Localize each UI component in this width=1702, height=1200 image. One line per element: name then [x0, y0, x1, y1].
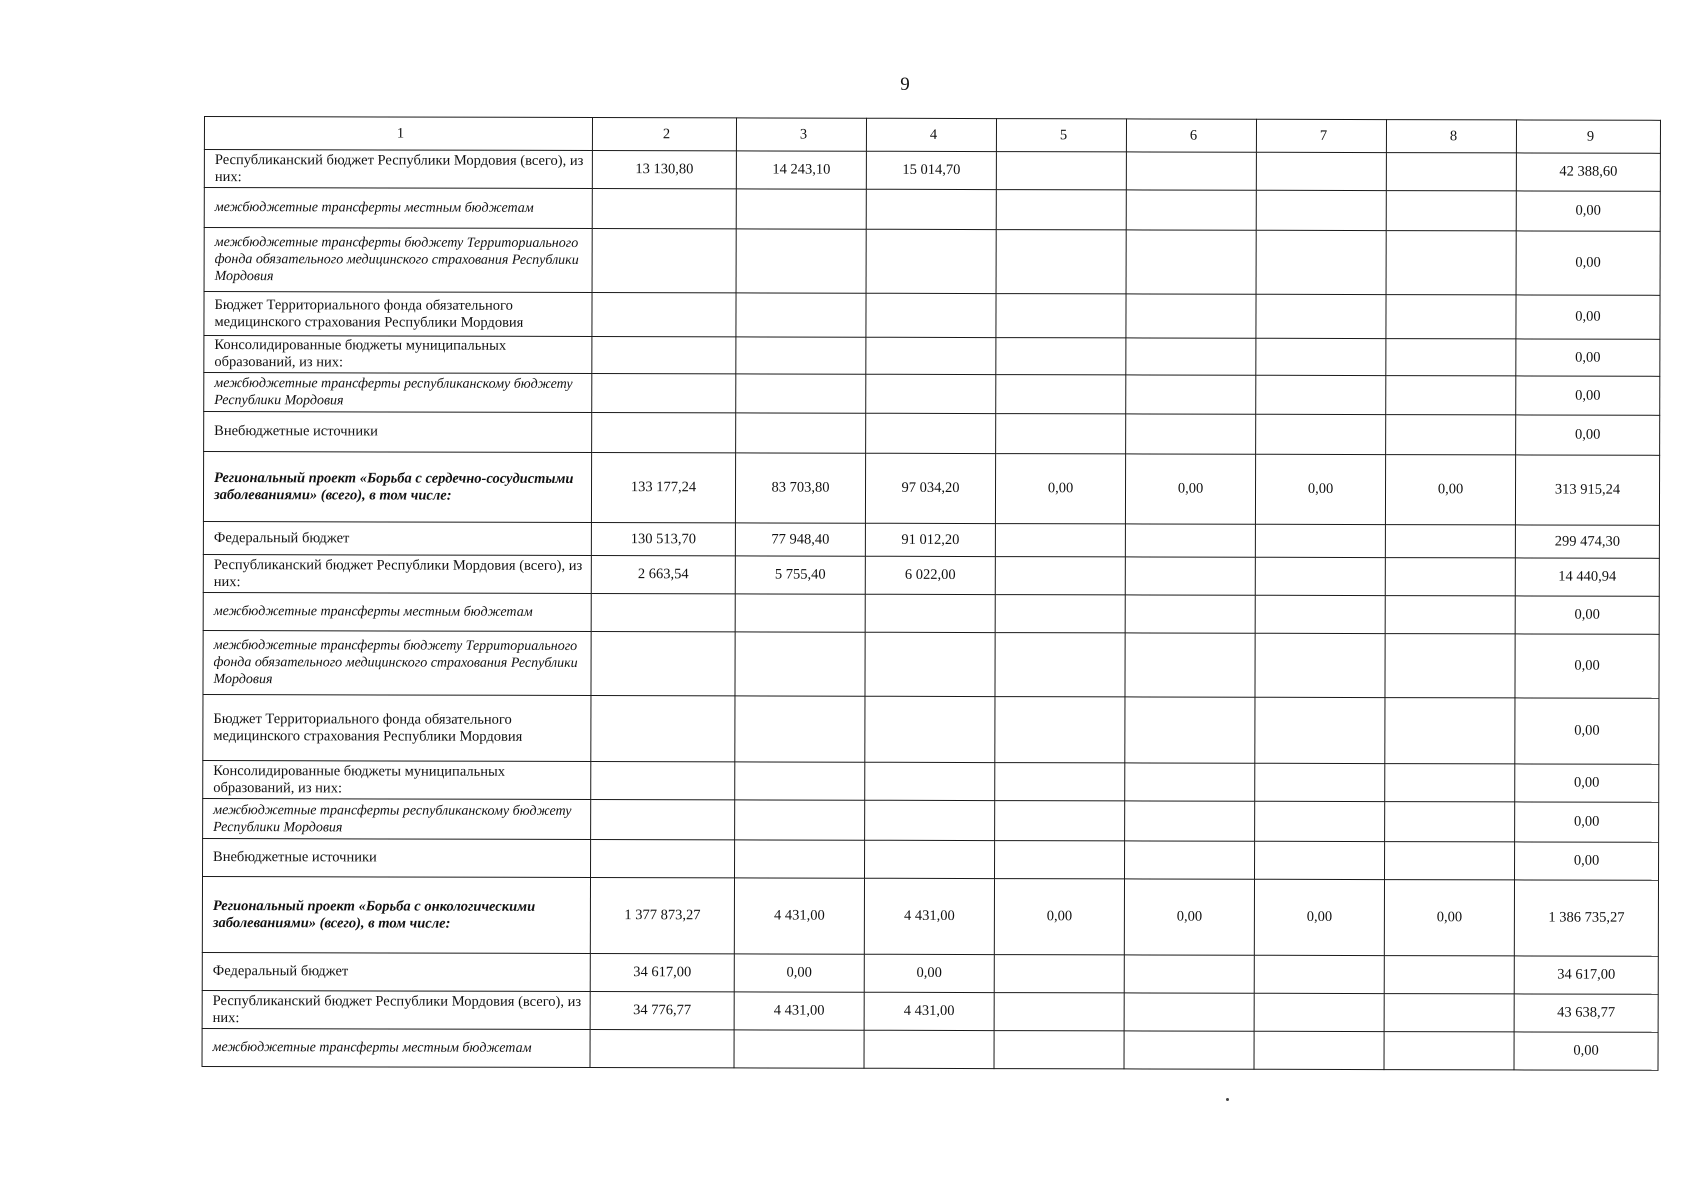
- value-cell-col-9: 0,00: [1515, 596, 1659, 634]
- value-cell-col-4: 15 014,70: [866, 151, 996, 189]
- value-cell-col-4: [866, 293, 996, 337]
- value-cell-col-5: [995, 801, 1125, 841]
- value-cell-col-2: [591, 840, 735, 878]
- row-label: межбюджетные трансферты местным бюджетам: [203, 592, 591, 631]
- value-cell-col-2: [592, 413, 736, 453]
- value-cell-col-7: [1255, 524, 1385, 557]
- value-cell-col-9: 34 617,00: [1514, 956, 1658, 994]
- value-cell-col-6: [1125, 633, 1255, 697]
- value-cell-col-4: 97 034,20: [865, 453, 995, 523]
- value-cell-col-3: 14 243,10: [736, 151, 866, 189]
- value-cell-col-3: [736, 413, 866, 453]
- value-cell-col-6: [1126, 190, 1256, 230]
- table-row: [204, 228, 1660, 296]
- stray-mark: [1226, 1098, 1229, 1101]
- value-cell-col-2: 2 663,54: [591, 556, 735, 594]
- value-cell-col-2: 34 776,77: [590, 992, 734, 1030]
- value-cell-col-7: [1255, 697, 1385, 763]
- row-label: Консолидированные бюджеты муниципальных образований, из них:: [203, 760, 591, 799]
- value-cell-col-3: 77 948,40: [735, 523, 865, 556]
- value-cell-col-5: [995, 841, 1125, 879]
- value-cell-col-7: [1256, 414, 1386, 454]
- row-label: Внебюджетные источники: [204, 412, 592, 453]
- value-cell-col-5: [995, 697, 1125, 763]
- value-cell-col-6: [1126, 338, 1256, 375]
- table-row: [204, 292, 1660, 340]
- column-header-5: 5: [996, 119, 1126, 152]
- value-cell-col-7: [1255, 801, 1385, 841]
- column-header-7: 7: [1256, 119, 1386, 152]
- row-label: Федеральный бюджет: [202, 952, 590, 991]
- row-label: Внебюджетные источники: [203, 838, 591, 877]
- table-body: [202, 150, 1660, 1071]
- value-cell-col-5: [996, 414, 1126, 454]
- value-cell-col-9: 0,00: [1516, 415, 1660, 455]
- page-number: 9: [900, 74, 910, 95]
- value-cell-col-7: [1255, 841, 1385, 879]
- value-cell-col-4: [866, 413, 996, 453]
- value-cell-col-5: [994, 993, 1124, 1031]
- value-cell-col-3: [735, 594, 865, 632]
- value-cell-col-7: [1256, 338, 1386, 375]
- value-cell-col-9: 42 388,60: [1516, 153, 1660, 191]
- column-header-6: 6: [1126, 119, 1256, 152]
- value-cell-col-7: [1256, 230, 1386, 294]
- value-cell-col-2: [592, 374, 736, 413]
- value-cell-col-5: [996, 190, 1126, 230]
- value-cell-col-8: [1386, 376, 1516, 415]
- value-cell-col-7: [1255, 557, 1385, 595]
- value-cell-col-3: 4 431,00: [734, 992, 864, 1030]
- table-row: [203, 630, 1659, 698]
- value-cell-col-9: 0,00: [1516, 295, 1660, 339]
- value-cell-col-6: [1126, 375, 1256, 414]
- table-row: [204, 150, 1660, 192]
- row-label: Республиканский бюджет Республики Мордовия (всего), из них:: [202, 990, 590, 1029]
- table-row: [204, 412, 1660, 456]
- row-label: Региональный проект «Борьба с сердечно-сосудистыми заболеваниями» (всего), в том числе:: [203, 452, 591, 523]
- value-cell-col-9: 0,00: [1515, 764, 1659, 802]
- row-label: Бюджет Территориального фонда обязательного медицинского страхования Республики Мордовия: [203, 694, 591, 761]
- value-cell-col-5: [996, 338, 1126, 375]
- value-cell-col-6: [1126, 414, 1256, 454]
- value-cell-col-5: [996, 152, 1126, 190]
- value-cell-col-6: [1126, 294, 1256, 338]
- value-cell-col-5: [994, 1031, 1124, 1069]
- value-cell-col-2: [591, 800, 735, 840]
- value-cell-col-5: [996, 230, 1126, 294]
- value-cell-col-2: [592, 229, 736, 293]
- table-row: [203, 592, 1659, 634]
- value-cell-col-6: [1126, 230, 1256, 294]
- value-cell-col-3: [734, 1030, 864, 1068]
- value-cell-col-7: [1255, 595, 1385, 633]
- value-cell-col-3: [736, 337, 866, 374]
- value-cell-col-7: [1255, 763, 1385, 801]
- value-cell-col-5: [996, 294, 1126, 338]
- value-cell-col-5: [995, 763, 1125, 801]
- value-cell-col-2: 133 177,24: [591, 453, 735, 523]
- value-cell-col-8: [1385, 764, 1515, 802]
- value-cell-col-4: [864, 1030, 994, 1068]
- value-cell-col-2: [592, 293, 736, 337]
- value-cell-col-5: [995, 557, 1125, 595]
- table-row: [203, 798, 1659, 842]
- value-cell-col-4: [866, 374, 996, 413]
- value-cell-col-7: 0,00: [1254, 879, 1384, 955]
- table-row: [202, 1028, 1658, 1070]
- value-cell-col-4: [866, 337, 996, 374]
- value-cell-col-7: [1256, 190, 1386, 230]
- value-cell-col-3: [736, 229, 866, 293]
- budget-table: [202, 116, 1661, 1071]
- value-cell-col-9: 0,00: [1514, 1032, 1658, 1070]
- value-cell-col-8: [1386, 339, 1516, 376]
- value-cell-col-3: [735, 762, 865, 800]
- value-cell-col-2: [592, 189, 736, 229]
- column-header-4: 4: [866, 118, 996, 151]
- column-header-1: 1: [204, 117, 592, 151]
- value-cell-col-7: [1255, 633, 1385, 697]
- row-label: Республиканский бюджет Республики Мордовия (всего), из них:: [203, 554, 591, 593]
- value-cell-col-9: 14 440,94: [1515, 558, 1659, 596]
- value-cell-col-3: 4 431,00: [734, 878, 864, 954]
- column-header-3: 3: [736, 118, 866, 151]
- value-cell-col-6: [1125, 763, 1255, 801]
- value-cell-col-8: [1386, 191, 1516, 231]
- value-cell-col-8: [1384, 1032, 1514, 1070]
- value-cell-col-9: 0,00: [1515, 698, 1659, 764]
- row-label: межбюджетные трансферты бюджету Территориального фонда обязательного медицинского страхования Республики Мордовия: [203, 630, 591, 695]
- table-row: [203, 452, 1659, 526]
- value-cell-col-5: [995, 595, 1125, 633]
- value-cell-col-6: [1124, 955, 1254, 993]
- table-row: [203, 838, 1659, 880]
- table-row: [202, 990, 1658, 1032]
- value-cell-col-8: [1386, 415, 1516, 455]
- value-cell-col-9: 313 915,24: [1515, 455, 1659, 525]
- value-cell-col-9: 0,00: [1515, 802, 1659, 842]
- value-cell-col-5: 0,00: [995, 454, 1125, 524]
- value-cell-col-8: [1384, 994, 1514, 1032]
- row-label: межбюджетные трансферты республиканскому бюджету Республики Мордовия: [203, 798, 591, 839]
- value-cell-col-7: [1256, 294, 1386, 338]
- value-cell-col-4: 0,00: [864, 954, 994, 992]
- value-cell-col-3: 83 703,80: [735, 453, 865, 523]
- value-cell-col-5: [995, 524, 1125, 557]
- value-cell-col-3: [736, 189, 866, 229]
- value-cell-col-8: [1385, 842, 1515, 880]
- value-cell-col-8: [1386, 295, 1516, 339]
- value-cell-col-7: [1254, 1031, 1384, 1069]
- table-row: [204, 373, 1660, 416]
- table-row: [204, 336, 1660, 377]
- value-cell-col-2: 34 617,00: [590, 954, 734, 992]
- value-cell-col-8: [1384, 956, 1514, 994]
- value-cell-col-3: 0,00: [734, 954, 864, 992]
- value-cell-col-7: [1256, 152, 1386, 190]
- value-cell-col-3: 5 755,40: [735, 556, 865, 594]
- value-cell-col-7: [1254, 993, 1384, 1031]
- value-cell-col-6: [1124, 993, 1254, 1031]
- row-label: Федеральный бюджет: [203, 521, 591, 555]
- table-row: [204, 188, 1660, 232]
- value-cell-col-2: 130 513,70: [591, 523, 735, 556]
- value-cell-col-5: [996, 375, 1126, 414]
- value-cell-col-9: 0,00: [1515, 634, 1659, 698]
- table-row: [202, 876, 1658, 956]
- value-cell-col-2: [591, 696, 735, 762]
- value-cell-col-6: [1125, 801, 1255, 841]
- value-cell-col-9: 299 474,30: [1515, 525, 1659, 558]
- value-cell-col-3: [735, 800, 865, 840]
- value-cell-col-6: 0,00: [1125, 454, 1255, 524]
- value-cell-col-6: [1125, 697, 1255, 763]
- value-cell-col-6: 0,00: [1124, 879, 1254, 955]
- value-cell-col-9: 1 386 735,27: [1514, 880, 1658, 956]
- table-row: [203, 760, 1659, 802]
- value-cell-col-4: [865, 840, 995, 878]
- value-cell-col-5: 0,00: [994, 879, 1124, 955]
- value-cell-col-9: 43 638,77: [1514, 994, 1658, 1032]
- value-cell-col-9: 0,00: [1516, 231, 1660, 295]
- value-cell-col-4: [865, 696, 995, 762]
- value-cell-col-7: [1254, 955, 1384, 993]
- row-label: Консолидированные бюджеты муниципальных образований, из них:: [204, 336, 592, 374]
- value-cell-col-6: [1125, 524, 1255, 557]
- value-cell-col-6: [1125, 557, 1255, 595]
- value-cell-col-4: [865, 762, 995, 800]
- row-label: межбюджетные трансферты местным бюджетам: [204, 188, 592, 229]
- value-cell-col-5: [994, 955, 1124, 993]
- value-cell-col-5: [995, 633, 1125, 697]
- row-label: межбюджетные трансферты местным бюджетам: [202, 1028, 590, 1067]
- column-header-8: 8: [1386, 120, 1516, 153]
- table-row: [202, 952, 1658, 994]
- value-cell-col-3: [736, 374, 866, 413]
- value-cell-col-2: [592, 337, 736, 374]
- value-cell-col-9: 0,00: [1516, 376, 1660, 415]
- value-cell-col-2: 13 130,80: [592, 151, 736, 189]
- value-cell-col-2: [591, 632, 735, 696]
- value-cell-col-8: 0,00: [1385, 455, 1515, 525]
- value-cell-col-3: [736, 293, 866, 337]
- table-row: [203, 694, 1659, 764]
- table-row: [203, 521, 1659, 558]
- value-cell-col-4: [865, 594, 995, 632]
- value-cell-col-2: [590, 1030, 734, 1068]
- table-row: [203, 554, 1659, 596]
- value-cell-col-4: 91 012,20: [865, 523, 995, 556]
- header-row: [204, 117, 1660, 154]
- row-label: Бюджет Территориального фонда обязательного медицинского страхования Республики Мордовия: [204, 292, 592, 337]
- value-cell-col-4: 4 431,00: [864, 878, 994, 954]
- column-header-9: 9: [1516, 120, 1660, 153]
- value-cell-col-4: 6 022,00: [865, 556, 995, 594]
- value-cell-col-8: [1385, 525, 1515, 558]
- value-cell-col-2: 1 377 873,27: [590, 878, 734, 954]
- value-cell-col-8: [1385, 634, 1515, 698]
- value-cell-col-3: [735, 632, 865, 696]
- value-cell-col-9: 0,00: [1516, 191, 1660, 231]
- value-cell-col-7: [1256, 375, 1386, 414]
- value-cell-col-8: [1385, 596, 1515, 634]
- value-cell-col-2: [591, 762, 735, 800]
- value-cell-col-8: [1385, 698, 1515, 764]
- value-cell-col-4: [866, 189, 996, 229]
- value-cell-col-8: [1386, 153, 1516, 191]
- value-cell-col-2: [591, 594, 735, 632]
- value-cell-col-4: [865, 800, 995, 840]
- row-label: Республиканский бюджет Республики Мордовия (всего), из них:: [204, 150, 592, 189]
- row-label: межбюджетные трансферты бюджету Территориального фонда обязательного медицинского страхования Республики Мордовия: [204, 228, 592, 293]
- value-cell-col-7: 0,00: [1255, 454, 1385, 524]
- value-cell-col-6: [1124, 1031, 1254, 1069]
- value-cell-col-8: [1386, 231, 1516, 295]
- value-cell-col-9: 0,00: [1516, 339, 1660, 376]
- value-cell-col-4: [866, 229, 996, 293]
- value-cell-col-9: 0,00: [1515, 842, 1659, 880]
- value-cell-col-3: [735, 696, 865, 762]
- value-cell-col-8: 0,00: [1384, 880, 1514, 956]
- value-cell-col-6: [1125, 841, 1255, 879]
- value-cell-col-4: [865, 632, 995, 696]
- value-cell-col-6: [1125, 595, 1255, 633]
- value-cell-col-4: 4 431,00: [864, 992, 994, 1030]
- value-cell-col-6: [1126, 152, 1256, 190]
- value-cell-col-8: [1385, 558, 1515, 596]
- value-cell-col-3: [735, 840, 865, 878]
- row-label: межбюджетные трансферты республиканскому бюджету Республики Мордовия: [204, 373, 592, 413]
- column-header-2: 2: [592, 118, 736, 151]
- value-cell-col-8: [1385, 802, 1515, 842]
- row-label: Региональный проект «Борьба с онкологическими заболеваниями» (всего), в том числе:: [202, 876, 590, 953]
